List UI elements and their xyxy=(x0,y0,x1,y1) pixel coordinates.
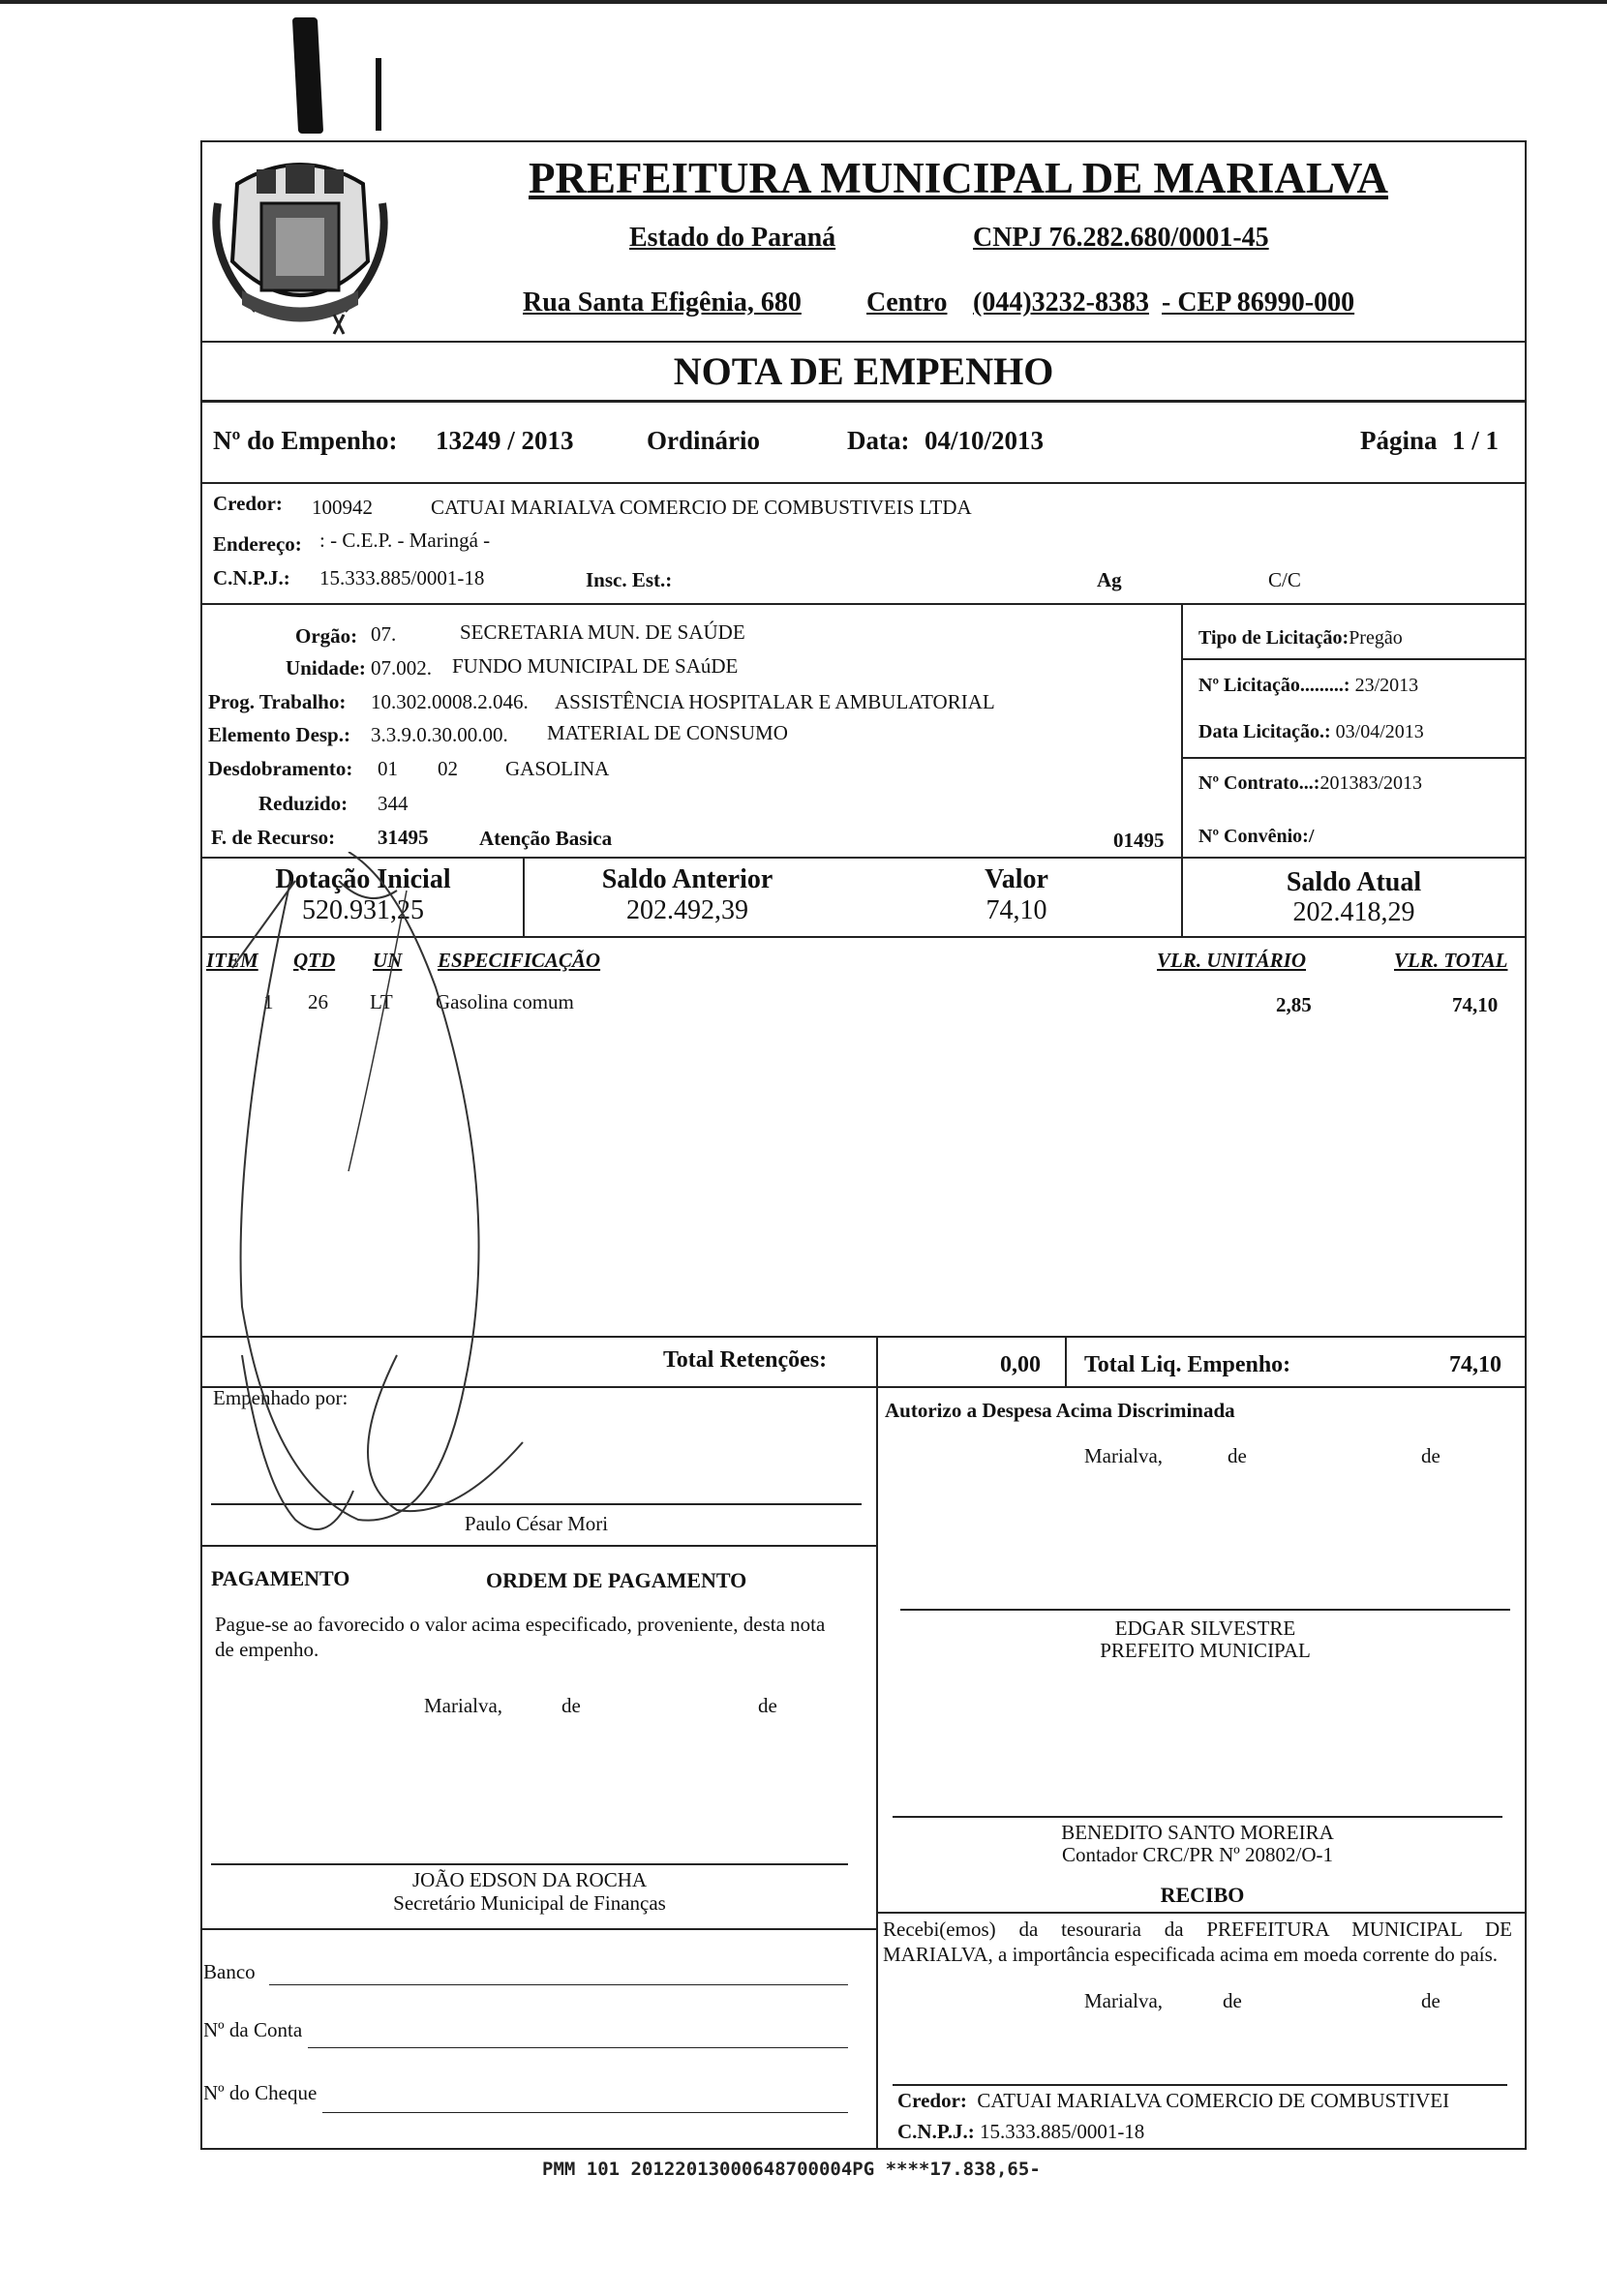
recurso-name: Atenção Basica xyxy=(479,827,613,850)
empenho-number: 13249 / 2013 xyxy=(436,426,574,455)
coat-of-arms-logo xyxy=(198,145,402,339)
col-header-un: UN xyxy=(373,949,403,972)
empenhado-name: Paulo César Mori xyxy=(464,1512,609,1535)
licitacao-convenio: Nº Convênio:/ xyxy=(1198,826,1315,847)
especificacao-cell: Gasolina comum xyxy=(436,990,574,1013)
pagamento-de1: de xyxy=(561,1694,581,1717)
signature-line xyxy=(900,1609,1510,1611)
desdob-b: 02 xyxy=(438,757,458,780)
recurso-label: F. de Recurso: xyxy=(211,826,336,849)
credor-code: 100942 xyxy=(312,496,373,519)
saldo-anterior-label: Saldo Anterior xyxy=(601,864,773,894)
header-state: Estado do Paraná xyxy=(629,223,836,253)
saldo-atual-label: Saldo Atual xyxy=(1286,867,1422,897)
page-label: Página xyxy=(1360,426,1438,455)
divider xyxy=(1065,1336,1067,1386)
ordem-pagamento-label: ORDEM DE PAGAMENTO xyxy=(486,1568,747,1592)
cheque-line xyxy=(322,2112,848,2113)
conta-line xyxy=(308,2047,848,2048)
prog-label: Prog. Trabalho: xyxy=(208,690,347,713)
elem-label: Elemento Desp.: xyxy=(208,723,350,746)
header-title: PREFEITURA MUNICIPAL DE MARIALVA xyxy=(528,154,1389,202)
pagamento-text: Pague-se ao favorecido o valor acima especificado, proveniente, desta nota de empenho. xyxy=(215,1613,826,1661)
empenho-type: Ordinário xyxy=(647,426,761,455)
orgao-name: SECRETARIA MUN. DE SAÚDE xyxy=(460,620,745,644)
liq-value: 74,10 xyxy=(1449,1352,1501,1377)
liq-label: Total Liq. Empenho: xyxy=(1084,1352,1291,1377)
divider xyxy=(1181,658,1527,660)
autorizo-de2: de xyxy=(1421,1444,1440,1467)
licitacao-contrato: Nº Contrato...:201383/2013 xyxy=(1198,772,1423,794)
credor-cnpj: 15.333.885/0001-18 xyxy=(319,566,485,589)
divider xyxy=(876,1386,878,2150)
divider xyxy=(200,603,1527,605)
licitacao-tipo: Tipo de Licitação:Pregão xyxy=(1198,627,1403,649)
credor-cnpj-label: C.N.P.J.: xyxy=(213,566,290,589)
signature-line xyxy=(893,1816,1502,1818)
banco-line xyxy=(269,1984,848,1985)
recibo-de2: de xyxy=(1421,1989,1440,2012)
insc-label: Insc. Est.: xyxy=(586,568,673,591)
saldo-atual-value: 202.418,29 xyxy=(1292,897,1415,927)
dotacao-inicial-label: Dotação Inicial xyxy=(275,864,451,894)
pagamento-label: PAGAMENTO xyxy=(211,1566,350,1590)
desdob-name: GASOLINA xyxy=(505,757,610,780)
autorizo-signer-name: EDGAR SILVESTRE xyxy=(1114,1616,1296,1640)
divider xyxy=(200,400,1527,403)
recibo-title: RECIBO xyxy=(1160,1883,1245,1907)
dotacao-inicial-value: 520.931,25 xyxy=(302,895,424,925)
prog-name: ASSISTÊNCIA HOSPITALAR E AMBULATORIAL xyxy=(555,690,995,713)
vlr-unitario-cell: 2,85 xyxy=(1276,993,1312,1016)
autorizo-signer-role: PREFEITO MUNICIPAL xyxy=(1100,1639,1311,1662)
header-cnpj: CNPJ 76.282.680/0001-45 xyxy=(973,223,1269,253)
credor-label: Credor: xyxy=(213,492,283,515)
reduzido-label: Reduzido: xyxy=(258,792,349,815)
conta-label: Nº da Conta xyxy=(203,2018,303,2041)
item-cell: 1 xyxy=(263,990,274,1013)
banco-label: Banco xyxy=(203,1960,256,1983)
desdob-a: 01 xyxy=(378,757,398,780)
signature-line xyxy=(893,2084,1507,2086)
col-header-item: ITEM xyxy=(206,949,258,972)
address-label: Endereço: xyxy=(213,532,302,556)
vlr-total-cell: 74,10 xyxy=(1452,993,1499,1016)
autorizo-label: Autorizo a Despesa Acima Discriminada xyxy=(885,1399,1235,1422)
cheque-label: Nº do Cheque xyxy=(203,2081,318,2104)
divider xyxy=(200,341,1527,343)
retencoes-value: 0,00 xyxy=(1000,1352,1041,1377)
recibo-city: Marialva, xyxy=(1084,1989,1164,2012)
empenho-number-label: Nº do Empenho: xyxy=(213,426,398,455)
contador-role: Contador CRC/PR Nº 20802/O-1 xyxy=(1061,1843,1334,1866)
page-number: 1 / 1 xyxy=(1452,426,1500,455)
unidade-code: 07.002. xyxy=(371,656,432,680)
scan-edge xyxy=(0,0,1607,4)
scan-mark xyxy=(292,17,323,134)
header-cep: - CEP 86990-000 xyxy=(1162,287,1355,317)
handwritten-signature xyxy=(203,852,687,1549)
col-header-vlr-total: VLR. TOTAL xyxy=(1394,949,1508,972)
contador-name: BENEDITO SANTO MOREIRA xyxy=(1061,1821,1334,1844)
divider xyxy=(200,482,1527,484)
elem-name: MATERIAL DE CONSUMO xyxy=(547,721,788,744)
col-header-vlr-unitario: VLR. UNITÁRIO xyxy=(1157,949,1307,972)
reduzido-value: 344 xyxy=(378,792,409,815)
credor-name: CATUAI MARIALVA COMERCIO DE COMBUSTIVEIS LTDA xyxy=(431,496,972,519)
header-phone: (044)3232-8383 xyxy=(973,287,1149,317)
valor-label: Valor xyxy=(985,864,1048,894)
empenho-date-label: Data: xyxy=(847,426,910,455)
pagamento-signer-name: JOÃO EDSON DA ROCHA xyxy=(411,1868,648,1891)
recurso-value: 31495 xyxy=(378,826,429,849)
divider xyxy=(200,1928,878,1930)
signature-line xyxy=(211,1863,848,1865)
recibo-cnpj: C.N.P.J.: 15.333.885/0001-18 xyxy=(897,2120,1145,2143)
col-header-especificacao: ESPECIFICAÇÃO xyxy=(438,949,601,972)
un-cell: LT xyxy=(370,990,393,1013)
header-address: Rua Santa Efigênia, 680 xyxy=(523,287,802,317)
cc-label: C/C xyxy=(1268,568,1301,591)
saldo-anterior-value: 202.492,39 xyxy=(626,895,748,925)
pagamento-city: Marialva, xyxy=(424,1694,503,1717)
address-value: : - C.E.P. - Maringá - xyxy=(319,529,491,552)
desdob-label: Desdobramento: xyxy=(208,757,353,780)
pagamento-signer-role: Secretário Municipal de Finanças xyxy=(393,1891,666,1915)
orgao-code: 07. xyxy=(371,622,397,646)
recibo-text: Recebi(emos) da tesouraria da PREFEITURA MUNICIPAL DE MARIALVA, a importância especificada acima em moeda corrente do país. xyxy=(883,1918,1512,1966)
col-header-qtd: QTD xyxy=(293,949,336,972)
autorizo-de1: de xyxy=(1228,1444,1247,1467)
empenhado-label: Empenhado por: xyxy=(213,1386,349,1409)
recibo-de1: de xyxy=(1223,1989,1242,2012)
licitacao-num: Nº Licitação.........: 23/2013 xyxy=(1198,675,1419,696)
autorizo-city: Marialva, xyxy=(1084,1444,1164,1467)
divider xyxy=(876,1336,878,1386)
licitacao-data: Data Licitação.: 03/04/2013 xyxy=(1198,721,1424,742)
retencoes-label: Total Retenções: xyxy=(663,1347,828,1373)
elem-code: 3.3.9.0.30.00.00. xyxy=(371,723,508,746)
divider xyxy=(1181,603,1183,857)
pagamento-de2: de xyxy=(758,1694,777,1717)
prog-code: 10.302.0008.2.046. xyxy=(371,690,529,713)
header-district: Centro xyxy=(866,287,948,317)
divider xyxy=(1181,757,1527,759)
doc-title: NOTA DE EMPENHO xyxy=(673,349,1054,393)
unidade-label: Unidade: xyxy=(286,656,366,680)
unidade-name: FUNDO MUNICIPAL DE SAúDE xyxy=(452,654,739,678)
empenho-date: 04/10/2013 xyxy=(925,426,1045,455)
recurso-code: 01495 xyxy=(1113,829,1165,852)
recibo-credor: Credor: CATUAI MARIALVA COMERCIO DE COMBUSTIVEI xyxy=(897,2089,1450,2112)
orgao-label: Orgão: xyxy=(295,624,358,648)
qtd-cell: 26 xyxy=(308,990,328,1013)
valor-value: 74,10 xyxy=(985,895,1047,925)
scan-mark xyxy=(376,58,381,131)
footer-code: PMM 101 20122013000648700004PG ****17.838,65- xyxy=(542,2159,1041,2180)
ag-label: Ag xyxy=(1097,568,1122,591)
divider xyxy=(878,1912,1527,1914)
